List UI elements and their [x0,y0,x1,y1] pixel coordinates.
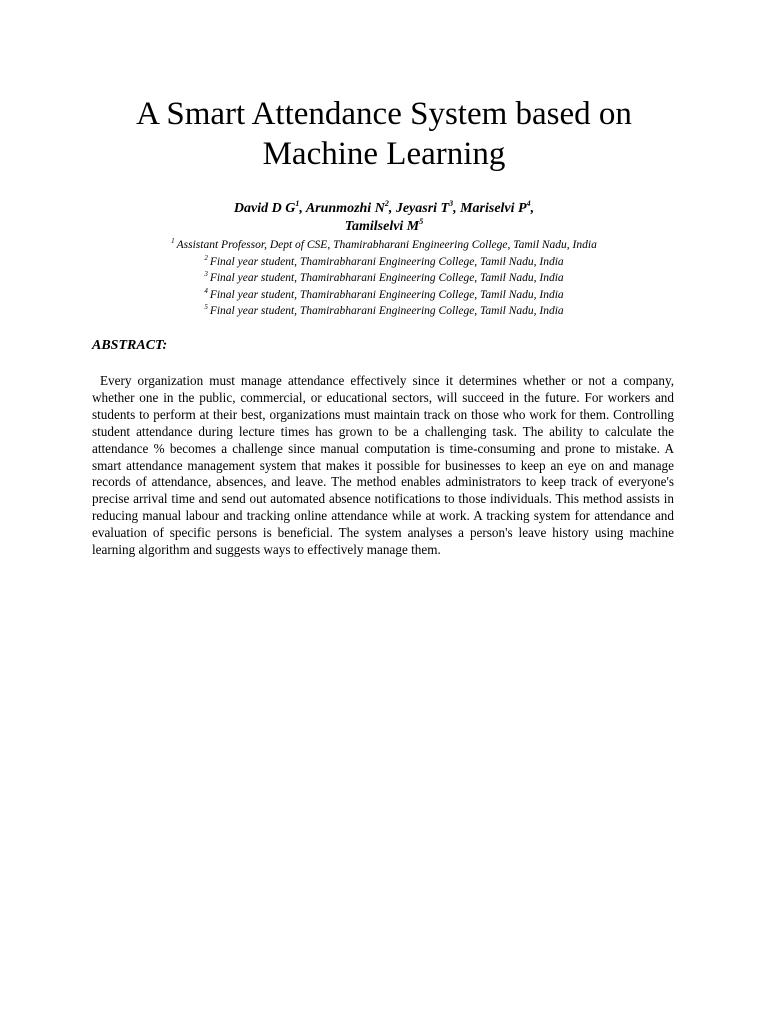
affiliation-text: Final year student, Thamirabharani Engineering College, Tamil Nadu, India [209,255,564,268]
author-affiliation-number: 2 [384,199,389,208]
author-affiliation-number: 4 [526,199,531,208]
affiliation-text: Final year student, Thamirabharani Engineering College, Tamil Nadu, India [209,272,564,284]
affiliation-number: 5 [204,303,208,311]
affiliation-item [60,270,708,287]
author-separator: , [530,201,535,216]
affiliation-number: 3 [204,270,208,278]
title-line-1: A Smart Attendance System based on [136,96,632,132]
affiliation-list [60,237,708,320]
affiliation-number: 1 [171,237,175,245]
affiliation-text: Final year student, Thamirabharani Engineering College, Tamil Nadu, India [209,305,564,317]
author-separator: , [388,201,396,216]
affiliation-number: 4 [204,286,208,295]
abstract-body: Every organization must manage attendance effectively since it determines whether or not a company, whether one in the public, commercial, or educational sectors, will succeed in the future. For workers and students to perform at their best, organizations must maintain track on those who work for them. Controlling student attendance during lecture times has grown to be a challenging task. The ability to calculate the attendance % becomes a challenge since manual computation is time-consuming and prone to mistake. A smart attendance management system that makes it possible for businesses to keep an eye on and manage records of attendance, absences, and leave. The method enables administrators to keep track of everyone's precise arrival time and send out automated absence notifications to those individuals. This method assists in reducing manual labour and tracking online attendance while at work. A tracking system for attendance and evaluation of specific persons is beneficial. The system analyses a person's leave history using machine learning algorithm and suggests ways to effectively manage them. [92,373,674,558]
affiliation-text: Final year student, Thamirabharani Engineering College, Tamil Nadu, India [209,288,564,301]
affiliation-item [60,287,708,304]
abstract-heading: ABSTRACT: [92,338,168,353]
author-name: David D G [233,201,296,216]
author-name: Tamilselvi M [344,219,420,234]
paper-title [60,94,708,174]
author-affiliation-number: 3 [449,199,454,208]
affiliation-item [60,254,708,271]
title-line-2: Machine Learning [262,136,506,172]
affiliation-number: 2 [204,253,208,262]
author-name: Mariselvi P [460,201,527,216]
author-separator: , [453,201,461,216]
author-affiliation-number: 5 [419,217,424,226]
affiliation-text: Assistant Professor, Dept of CSE, Thamirabharani Engineering College, Tamil Nadu, India [176,239,597,251]
author-name: Jeyasri T [395,201,450,216]
author-separator: , [299,201,306,216]
author-affiliation-number: 1 [295,199,300,208]
author-name: Arunmozhi N [305,201,385,216]
affiliation-item [60,303,708,320]
affiliation-item [60,237,708,254]
author-list [60,200,708,236]
